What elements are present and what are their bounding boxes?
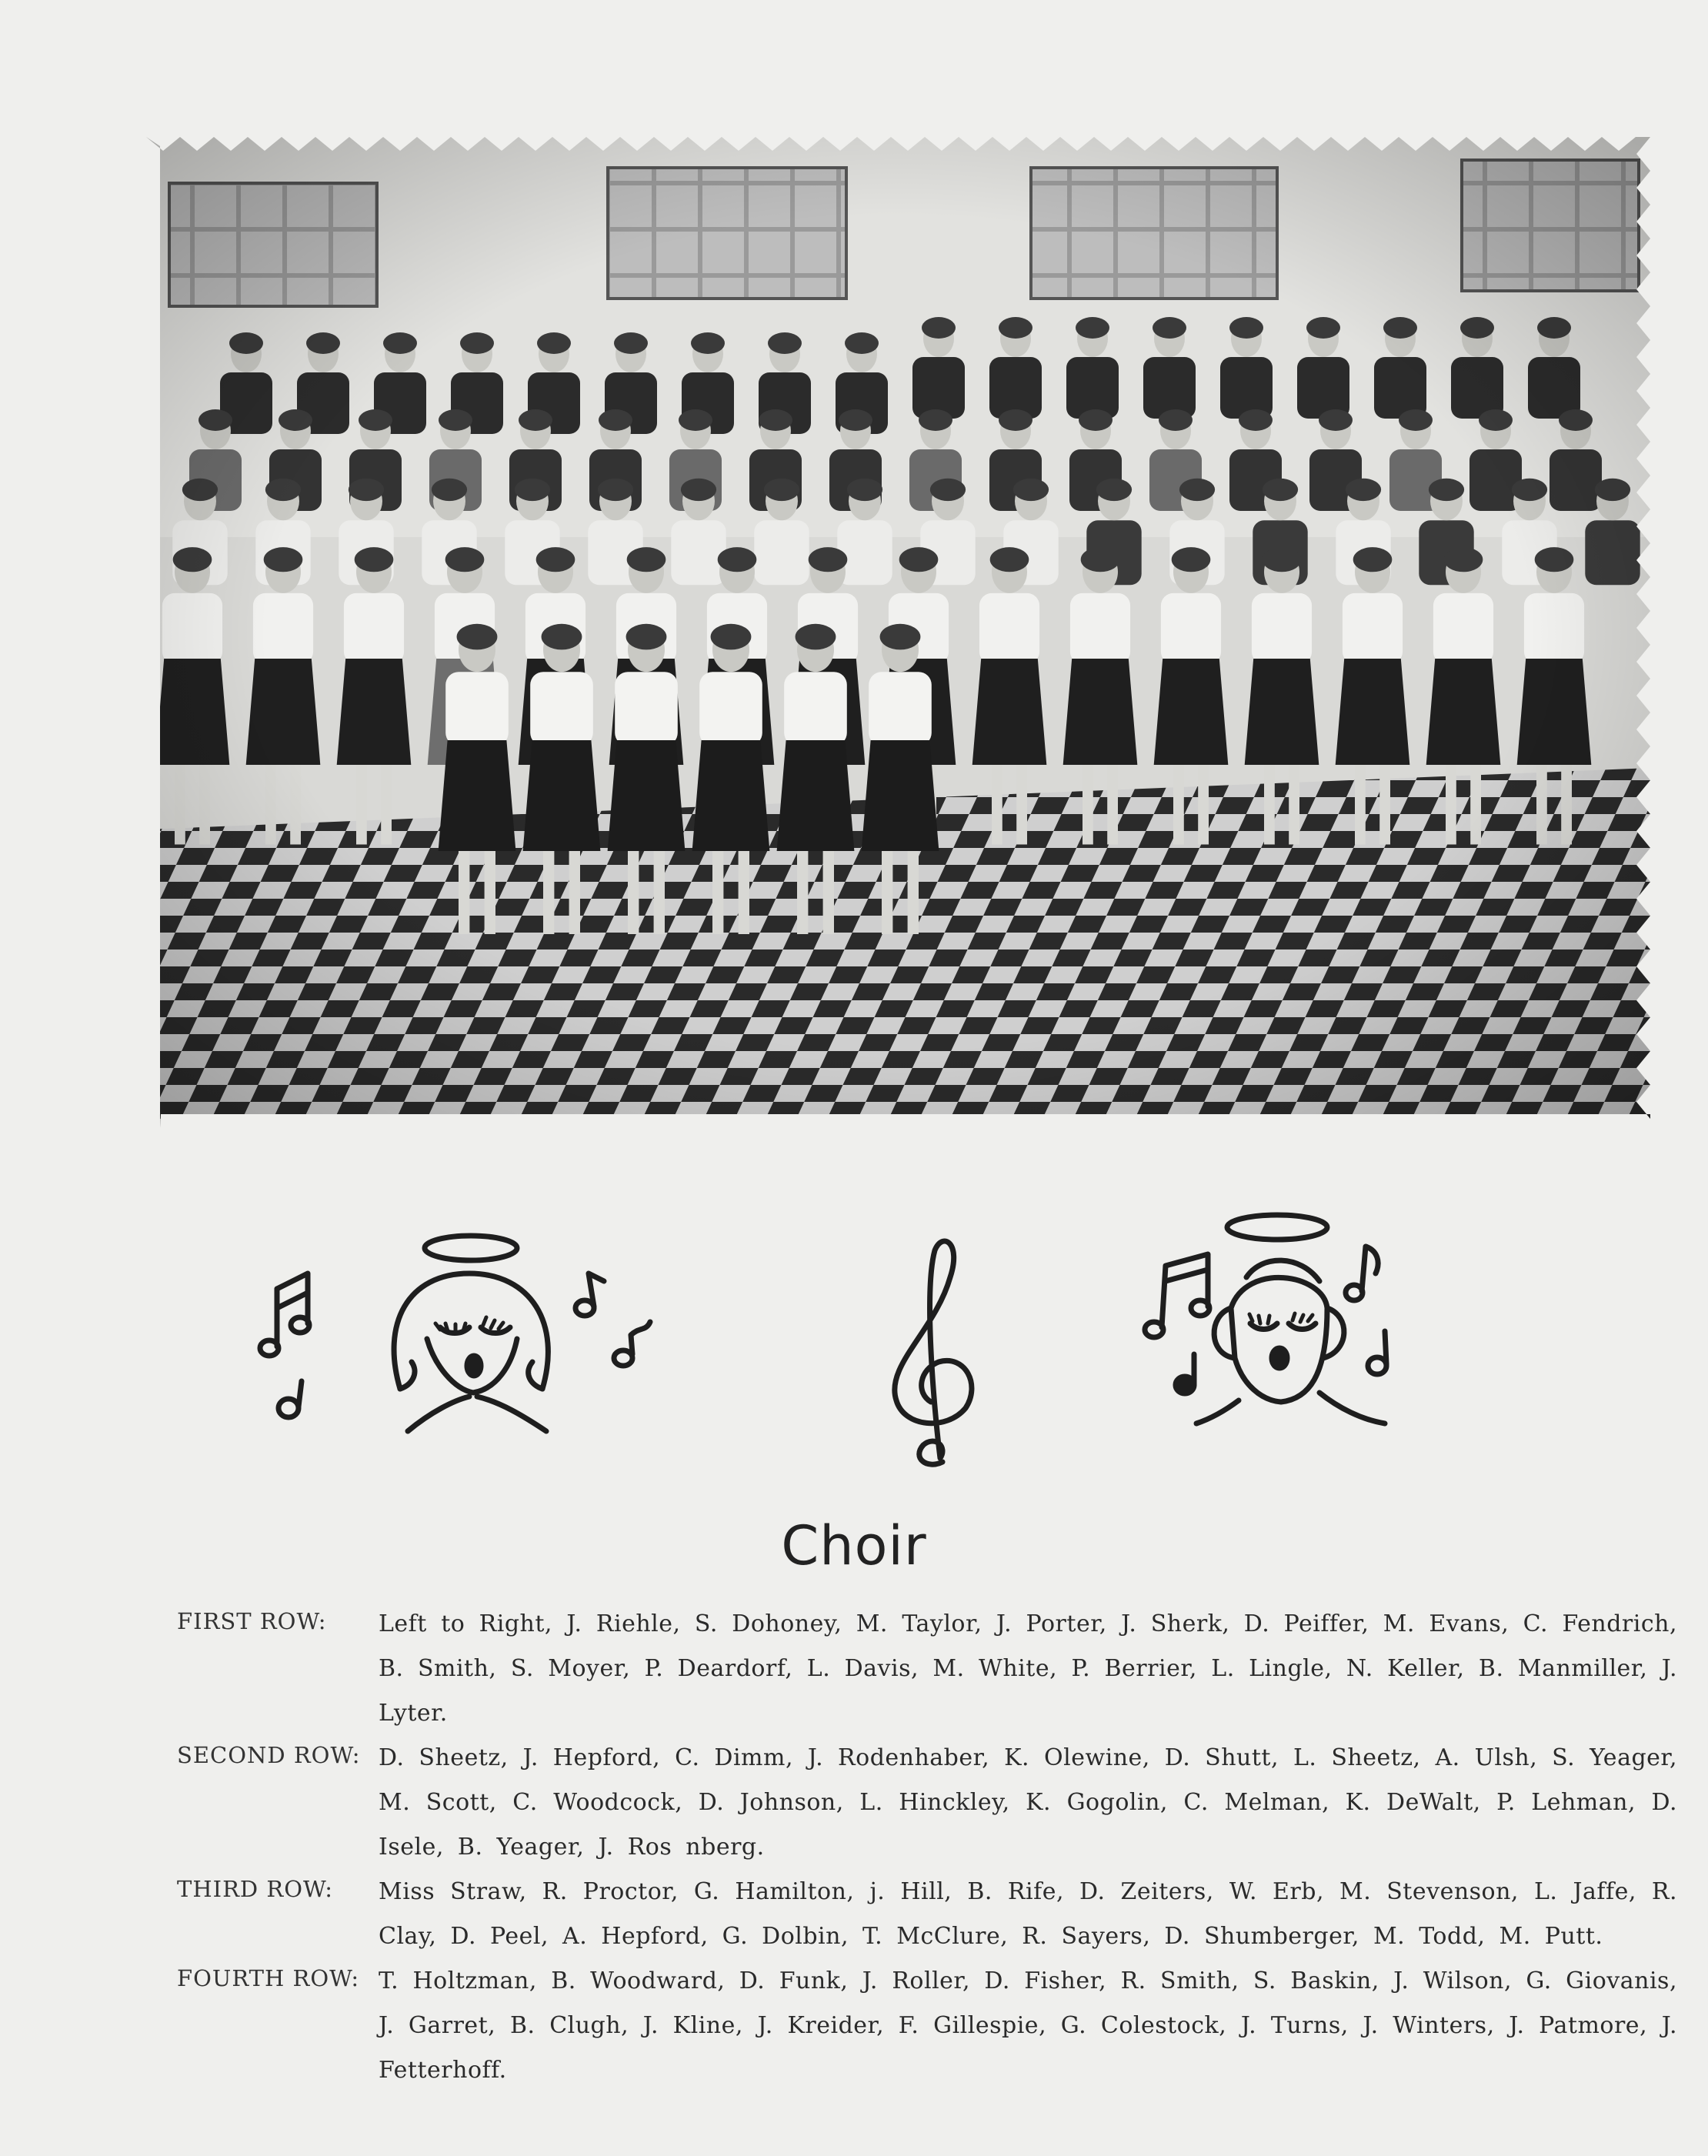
row-names: Left to Right, J. Riehle, S. Dohoney, M. Taylor, J. Porter, J. Sherk, D. Peiffer, M. Evans, C. Fendrich, B. Smith, S. Moyer, P. Deardorf, L. Davis, M. White, P. Berrier, L. Lingle, N. Keller, B. Manmiller, J. Lyter. xyxy=(379,1610,1677,1727)
row-names: T. Holtzman, B. Woodward, D. Funk, J. Roller, D. Fisher, R. Smith, S. Baskin, J. Wilson, G. Giovanis, J. Garret, B. Clugh, J. Kline, J. Kreider, F. Gillespie, G. Colestock, J. Turns, J. Winters, J. Patmore, J. Fetterhoff. xyxy=(379,1967,1677,2084)
caption-row-first xyxy=(177,1602,1677,1736)
row-label: THIRD ROW: xyxy=(177,1876,334,1902)
caption-row-second xyxy=(177,1736,1677,1870)
row-label: FIRST ROW: xyxy=(177,1608,327,1634)
caption-row-third xyxy=(177,1870,1677,1959)
angel-girl-singing-icon xyxy=(260,1236,650,1431)
row-names: Miss Straw, R. Proctor, G. Hamilton, j. Hill, B. Rife, D. Zeiters, W. Erb, M. Stevenson, L. Jaffe, R. Clay, D. Peel, A. Hepford, G. Dolbin, T. McClure, R. Sayers, D. Shumberger, M. Todd, M. Putt. xyxy=(379,1878,1677,1950)
row-names: D. Sheetz, J. Hepford, C. Dimm, J. Rodenhaber, K. Olewine, D. Shutt, L. Sheetz, A. Ulsh, S. Yeager, M. Scott, C. Woodcock, D. Johnson, L. Hinckley, K. Gogolin, C. Melman, K. DeWalt, P. Lehman, D. Isele, B. Yeager, J. Ros nberg. xyxy=(379,1744,1677,1861)
row-label: FOURTH ROW: xyxy=(177,1965,360,1991)
page-title: Choir xyxy=(781,1514,927,1577)
treble-clef-icon xyxy=(895,1241,972,1464)
row-label: SECOND ROW: xyxy=(177,1742,361,1768)
caption-block xyxy=(177,1602,1677,2093)
choir-group-photo xyxy=(146,137,1650,1128)
caption-row-fourth xyxy=(177,1959,1677,2093)
angel-boy-singing-icon xyxy=(1145,1215,1386,1423)
music-doodles xyxy=(246,1200,1554,1493)
